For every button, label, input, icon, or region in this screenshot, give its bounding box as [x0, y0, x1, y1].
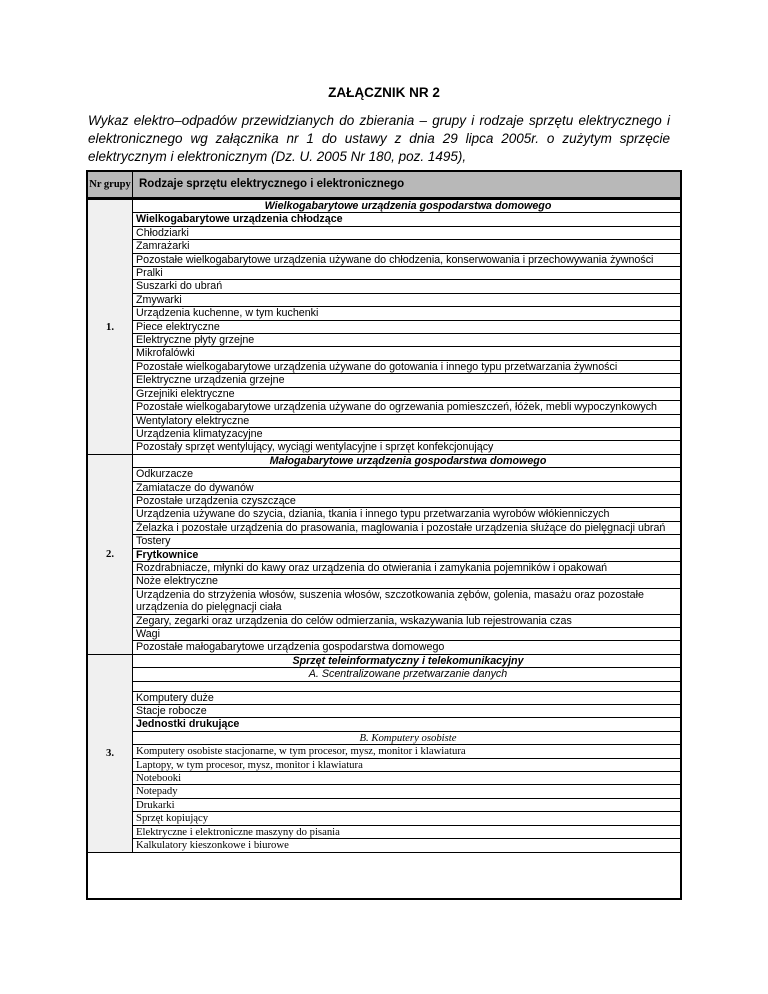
table-row [88, 758, 681, 771]
table-row [88, 745, 681, 758]
table-row [88, 293, 681, 306]
equipment-cell: Notebooki [133, 772, 681, 785]
table-row [88, 253, 681, 266]
table-row [88, 213, 681, 226]
equipment-cell: Tostery [133, 535, 681, 548]
equipment-cell: Wielkogabarytowe urządzenia chłodzące [133, 213, 681, 226]
table-row [88, 481, 681, 494]
subheading: A. Scentralizowane przetwarzanie danych [133, 668, 681, 681]
equipment-cell: Noże elektryczne [133, 575, 681, 588]
equipment-cell: Urządzenia kuchenne, w tym kuchenki [133, 307, 681, 320]
table-row [88, 628, 681, 641]
equipment-cell: Frytkownice [133, 548, 681, 561]
table-row [88, 561, 681, 574]
table-header-row [88, 171, 681, 199]
equipment-cell: Żelazka i pozostałe urządzenia do prasowania, maglowania i pozostałe urządzenia służące do pielęgnacji ubrań [133, 521, 681, 534]
group-heading: Wielkogabarytowe urządzenia gospodarstwa domowego [133, 199, 681, 213]
equipment-cell: Mikrofalówki [133, 347, 681, 360]
table-row [88, 614, 681, 627]
table-row [88, 718, 681, 731]
group-number-cell: 1. [88, 199, 133, 455]
header-group-number: Nr grupy [88, 171, 133, 199]
subheading-row [88, 668, 681, 681]
equipment-cell: Wagi [133, 628, 681, 641]
table-row [88, 691, 681, 704]
equipment-cell: Wentylatory elektryczne [133, 414, 681, 427]
equipment-cell: Sprzęt kopiujący [133, 812, 681, 825]
table-row [88, 785, 681, 798]
equipment-cell: Laptopy, w tym procesor, mysz, monitor i klawiatura [133, 758, 681, 771]
spacer-cell [133, 681, 681, 691]
spacer-row [88, 681, 681, 691]
equipment-cell: Urządzenia do strzyżenia włosów, suszenia włosów, szczotkowania zębów, golenia, masażu oraz pozostałe urządzenia do pielęgnacji ciała [133, 588, 681, 614]
table-row [88, 839, 681, 852]
table-row [88, 494, 681, 507]
table-row [88, 548, 681, 561]
subheading-row [88, 731, 681, 744]
table-row [88, 535, 681, 548]
equipment-cell: Odkurzacze [133, 468, 681, 481]
table-row [88, 705, 681, 718]
equipment-cell: Urządzenia klimatyzacyjne [133, 427, 681, 440]
table-row [88, 468, 681, 481]
equipment-cell: Drukarki [133, 798, 681, 811]
table-row [88, 347, 681, 360]
group-heading: Małogabarytowe urządzenia gospodarstwa domowego [133, 454, 681, 467]
equipment-cell: Komputery osobiste stacjonarne, w tym procesor, mysz, monitor i klawiatura [133, 745, 681, 758]
table-row [88, 360, 681, 373]
equipment-cell: Elektryczne urządzenia grzejne [133, 374, 681, 387]
table-row [88, 427, 681, 440]
equipment-cell: Pozostałe urządzenia czyszczące [133, 494, 681, 507]
group-heading: Sprzęt teleinformatyczny i telekomunikacyjny [133, 654, 681, 667]
table-row [88, 798, 681, 811]
equipment-cell: Pozostałe małogabarytowe urządzenia gospodarstwa domowego [133, 641, 681, 654]
equipment-table [87, 170, 681, 853]
equipment-cell: Pozostały sprzęt wentylujący, wyciągi wentylacyjne i sprzęt konfekcjonujący [133, 441, 681, 454]
table-row [88, 226, 681, 239]
equipment-cell: Zmywarki [133, 293, 681, 306]
equipment-cell: Chłodziarki [133, 226, 681, 239]
table-row [88, 772, 681, 785]
intro-paragraph: Wykaz elektro–odpadów przewidzianych do zbierania – grupy i rodzaje sprzętu elektrycznego i elektronicznego wg załącznika nr 1 do ustawy z dnia 29 lipca 2005r. o zużytym sprzęcie elektrycznym i elektronicznym (Dz. U. 2005 Nr 180, poz. 1495), [88, 113, 670, 164]
group-heading-row [88, 654, 681, 667]
table-row [88, 280, 681, 293]
equipment-cell: Stacje robocze [133, 705, 681, 718]
header-equipment-types: Rodzaje sprzętu elektrycznego i elektronicznego [133, 171, 681, 199]
equipment-cell: Grzejniki elektryczne [133, 387, 681, 400]
group-heading-row [88, 199, 681, 213]
table-row [88, 825, 681, 838]
table-row [88, 307, 681, 320]
document-title: ZAŁĄCZNIK NR 2 [328, 85, 440, 100]
group-heading-row [88, 454, 681, 467]
table-row [88, 521, 681, 534]
equipment-cell: Piece elektryczne [133, 320, 681, 333]
equipment-cell: Kalkulatory kieszonkowe i biurowe [133, 839, 681, 852]
table-row [88, 641, 681, 654]
table-row [88, 441, 681, 454]
table-row [88, 374, 681, 387]
equipment-cell: Komputery duże [133, 691, 681, 704]
group-number-cell: 2. [88, 454, 133, 654]
equipment-cell: Zamrażarki [133, 240, 681, 253]
group-number-cell: 3. [88, 654, 133, 852]
table-row [88, 320, 681, 333]
table-row [88, 401, 681, 414]
table-row [88, 575, 681, 588]
equipment-cell: Zamiatacze do dywanów [133, 481, 681, 494]
equipment-cell: Notepady [133, 785, 681, 798]
table-row [88, 387, 681, 400]
table-row [88, 812, 681, 825]
table-row [88, 240, 681, 253]
equipment-cell: Urządzenia używane do szycia, dziania, tkania i innego typu przetwarzania wyrobów włókienniczych [133, 508, 681, 521]
table-row [88, 508, 681, 521]
equipment-cell: Pozostałe wielkogabarytowe urządzenia używane do ogrzewania pomieszczeń, łóżek, mebli wypoczynkowych [133, 401, 681, 414]
equipment-cell: Rozdrabniacze, młynki do kawy oraz urządzenia do otwierania i zamykania pojemników i opakowań [133, 561, 681, 574]
equipment-cell: Pralki [133, 267, 681, 280]
equipment-cell: Suszarki do ubrań [133, 280, 681, 293]
table-row [88, 334, 681, 347]
equipment-cell: Pozostałe wielkogabarytowe urządzenia używane do gotowania i innego typu przetwarzania żywności [133, 360, 681, 373]
table-row [88, 414, 681, 427]
subheading: B. Komputery osobiste [133, 731, 681, 744]
table-row [88, 588, 681, 614]
equipment-cell: Jednostki drukujące [133, 718, 681, 731]
table-row [88, 267, 681, 280]
equipment-cell: Pozostałe wielkogabarytowe urządzenia używane do chłodzenia, konserwowania i przechowywania żywności [133, 253, 681, 266]
equipment-cell: Elektryczne i elektroniczne maszyny do pisania [133, 825, 681, 838]
equipment-cell: Zegary, zegarki oraz urządzenia do celów odmierzania, wskazywania lub rejestrowania czas [133, 614, 681, 627]
equipment-cell: Elektryczne płyty grzejne [133, 334, 681, 347]
